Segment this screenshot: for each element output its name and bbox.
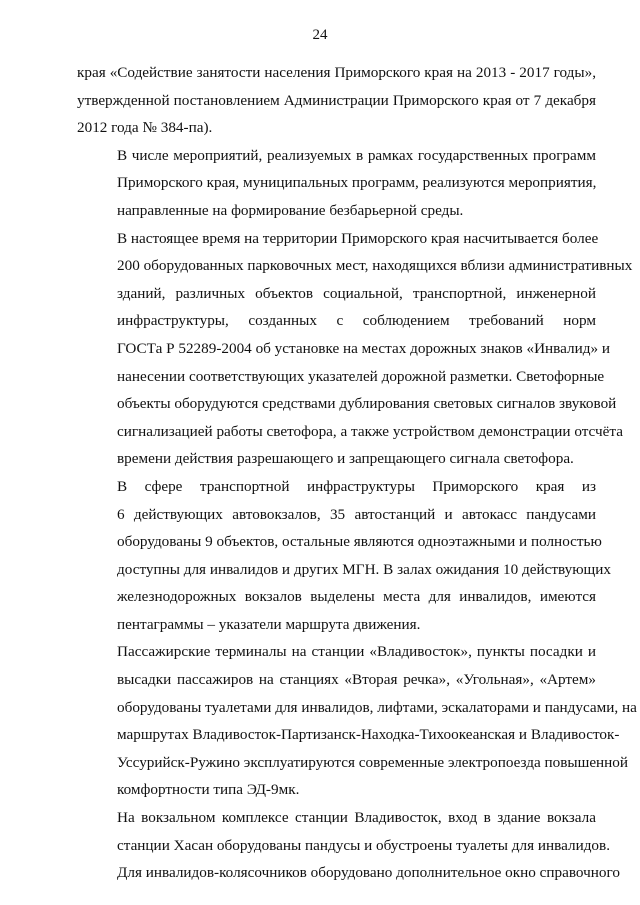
text-line: объекты оборудуются средствами дублирования световых сигналов звуковой [117,395,617,413]
text-line: сигнализацией работы светофора, а также устройством демонстрации отсчёта [117,422,623,440]
text-line: инфраструктуры, созданных с соблюдением требований норм [117,312,596,330]
text-line: маршрутах Владивосток-Партизанск-Находка-Тихоокеанская и Владивосток- [117,726,620,744]
text-line: края «Содействие занятости населения Приморского края на 2013 - 2017 годы», [77,64,596,81]
text-line: Пассажирские терминалы на станции «Владивосток», пункты посадки и [117,643,596,661]
page-number: 24 [312,27,328,43]
text-line: В числе мероприятий, реализуемых в рамках государственных программ [117,146,596,164]
text-line: пентаграммы – указатели маршрута движения. [117,615,421,633]
text-line: оборудованы туалетами для инвалидов, лифтами, эскалаторами и пандусами, на [117,698,637,716]
text-line: утвержденной постановлением Администрации Приморского края от 7 декабря [77,91,596,109]
text-line: 200 оборудованных парковочных мест, находящихся вблизи административных [117,257,633,275]
text-line: 6 действующих автовокзалов, 35 автостанций и автокасс пандусами [117,505,596,523]
text-line: 2012 года № 384-па). [77,119,213,137]
text-line: Уссурийск-Ружино эксплуатируются современные электропоезда повышенной [117,753,629,771]
paragraph [77,142,596,225]
text-line: направленные на формирование безбарьерной среды. [117,201,464,219]
text-line: Приморского края, муниципальных программ, реализуются мероприятия, [117,174,597,192]
text-line: железнодорожных вокзалов выделены места для инвалидов, имеются [117,588,596,606]
text-line: На вокзальном комплексе станции Владивосток, вход в здание вокзала [117,809,596,827]
text-line: зданий, различных объектов социальной, транспортной, инженерной [117,284,596,302]
text-line: ГОСТа Р 52289-2004 об установке на местах дорожных знаков «Инвалид» и [117,339,610,357]
text-line: оборудованы 9 объектов, остальные являются одноэтажными и полностью [117,533,602,551]
body-text [77,59,637,887]
text-line: высадки пассажиров на станциях «Вторая речка», «Угольная», «Артем» [117,671,596,689]
paragraph [77,804,620,887]
text-line: В настоящее время на территории Приморского края насчитывается более [117,229,599,247]
paragraph [77,225,633,473]
paragraph [77,473,611,639]
text-line: В сфере транспортной инфраструктуры Приморского края из [117,477,596,495]
text-line: нанесении соответствующих указателей дорожной разметки. Светофорные [117,367,605,385]
text-line: Для инвалидов-колясочников оборудовано дополнительное окно справочного [117,864,620,882]
text-line: станции Хасан оборудованы пандусы и обустроены туалеты для инвалидов. [117,836,610,854]
paragraph [77,59,596,142]
paragraph [77,638,637,804]
text-line: комфортности типа ЭД-9мк. [117,781,300,799]
text-line: доступны для инвалидов и других МГН. В залах ожидания 10 действующих [117,560,611,578]
text-line: времени действия разрешающего и запрещающего сигнала светофора. [117,450,574,468]
